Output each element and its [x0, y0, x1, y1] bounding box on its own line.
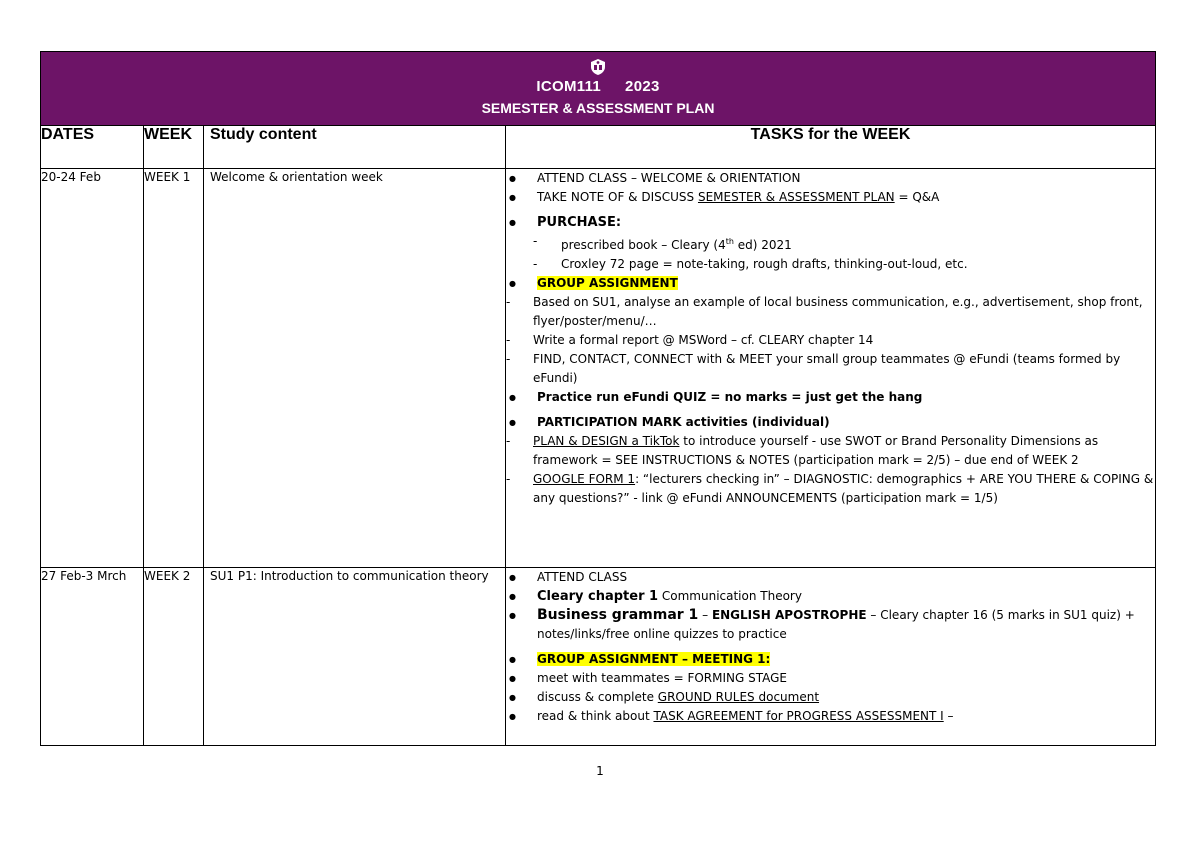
task-list — [506, 169, 1155, 232]
semester-plan-table — [40, 51, 1156, 746]
row-week: WEEK 2 — [144, 568, 204, 746]
task-agreement-link[interactable]: TASK AGREEMENT for PROGRESS ASSESSMENT I — [653, 709, 944, 723]
list-item: - Based on SU1, analyse an example of local business communication, e.g., advertisement, shop front, flyer/poster/menu/… — [506, 293, 1155, 331]
list-item: ● Business grammar 1 – ENGLISH APOSTROPHE – Cleary chapter 16 (5 marks in SU1 quiz) + notes/links/free online quizzes to practice — [506, 606, 1155, 644]
table-row — [41, 568, 1156, 746]
row-tasks — [506, 169, 1156, 568]
group-meeting-heading: ● GROUP ASSIGNMENT – MEETING 1: — [506, 650, 1155, 669]
row-dates: 27 Feb-3 Mrch — [41, 568, 144, 746]
task-list — [506, 568, 1155, 726]
course-code: ICOM111 — [536, 78, 602, 95]
row-dates: 20-24 Feb — [41, 169, 144, 568]
list-item: - FIND, CONTACT, CONNECT with & MEET your small group teammates @ eFundi (teams formed by eFundi) — [506, 350, 1155, 388]
row-tasks — [506, 568, 1156, 746]
list-item: - Croxley 72 page = note-taking, rough drafts, thinking-out-loud, etc. — [506, 255, 1155, 274]
col-header-tasks: TASKS for the WEEK — [506, 126, 1156, 169]
row-week: WEEK 1 — [144, 169, 204, 568]
google-form-link[interactable]: GOOGLE FORM 1 — [533, 472, 636, 486]
col-header-study-content: Study content — [204, 126, 506, 169]
list-item: - Write a formal report @ MSWord – cf. CLEARY chapter 14 — [506, 331, 1155, 350]
list-item: ● discuss & complete GROUND RULES document — [506, 688, 1155, 707]
university-crest-icon — [41, 58, 1155, 76]
semester-plan-link[interactable]: SEMESTER & ASSESSMENT PLAN — [697, 190, 895, 204]
participation-heading: ● PARTICIPATION MARK activities (individual) — [506, 413, 1155, 432]
list-item: ● ATTEND CLASS – WELCOME & ORIENTATION — [506, 169, 1155, 188]
list-item: ● Cleary chapter 1 Communication Theory — [506, 587, 1155, 606]
list-item: ● Practice run eFundi QUIZ = no marks = just get the hang — [506, 388, 1155, 407]
page-number: 1 — [596, 764, 604, 778]
purchase-heading: ● PURCHASE: — [506, 213, 1155, 232]
group-assignment-heading: ● GROUP ASSIGNMENT — [506, 274, 1155, 293]
ground-rules-link[interactable]: GROUND RULES document — [657, 690, 820, 704]
list-item: - prescribed book – Cleary (4th ed) 2021 — [506, 232, 1155, 255]
list-item: - PLAN & DESIGN a TikTok to introduce yourself - use SWOT or Brand Personality Dimensions as framework = SEE INSTRUCTIONS & NOTES (participation mark = 2/5) – due end of WEEK 2 — [506, 432, 1155, 470]
course-year: 2023 — [625, 78, 660, 95]
row-study-content: SU1 P1: Introduction to communication theory — [204, 568, 506, 746]
title-banner — [41, 52, 1156, 126]
table-row — [41, 169, 1156, 568]
list-item: ● read & think about TASK AGREEMENT for PROGRESS ASSESSMENT I – — [506, 707, 1155, 726]
tiktok-link[interactable]: PLAN & DESIGN a TikTok — [533, 434, 680, 448]
row-study-content: Welcome & orientation week — [204, 169, 506, 568]
list-item: ● ATTEND CLASS — [506, 568, 1155, 587]
plan-title: SEMESTER & ASSESSMENT PLAN — [481, 100, 715, 116]
list-item: ● TAKE NOTE OF & DISCUSS SEMESTER & ASSESSMENT PLAN = Q&A — [506, 188, 1155, 207]
list-item: - GOOGLE FORM 1: “lecturers checking in” – DIAGNOSTIC: demographics + ARE YOU THERE & COPING & any questions?” - link @ eFundi ANNOUNCEMENTS (participation mark = 1/5) — [506, 470, 1155, 508]
col-header-dates: DATES — [41, 126, 144, 169]
col-header-week: WEEK — [144, 126, 204, 169]
list-item: ● meet with teammates = FORMING STAGE — [506, 669, 1155, 688]
